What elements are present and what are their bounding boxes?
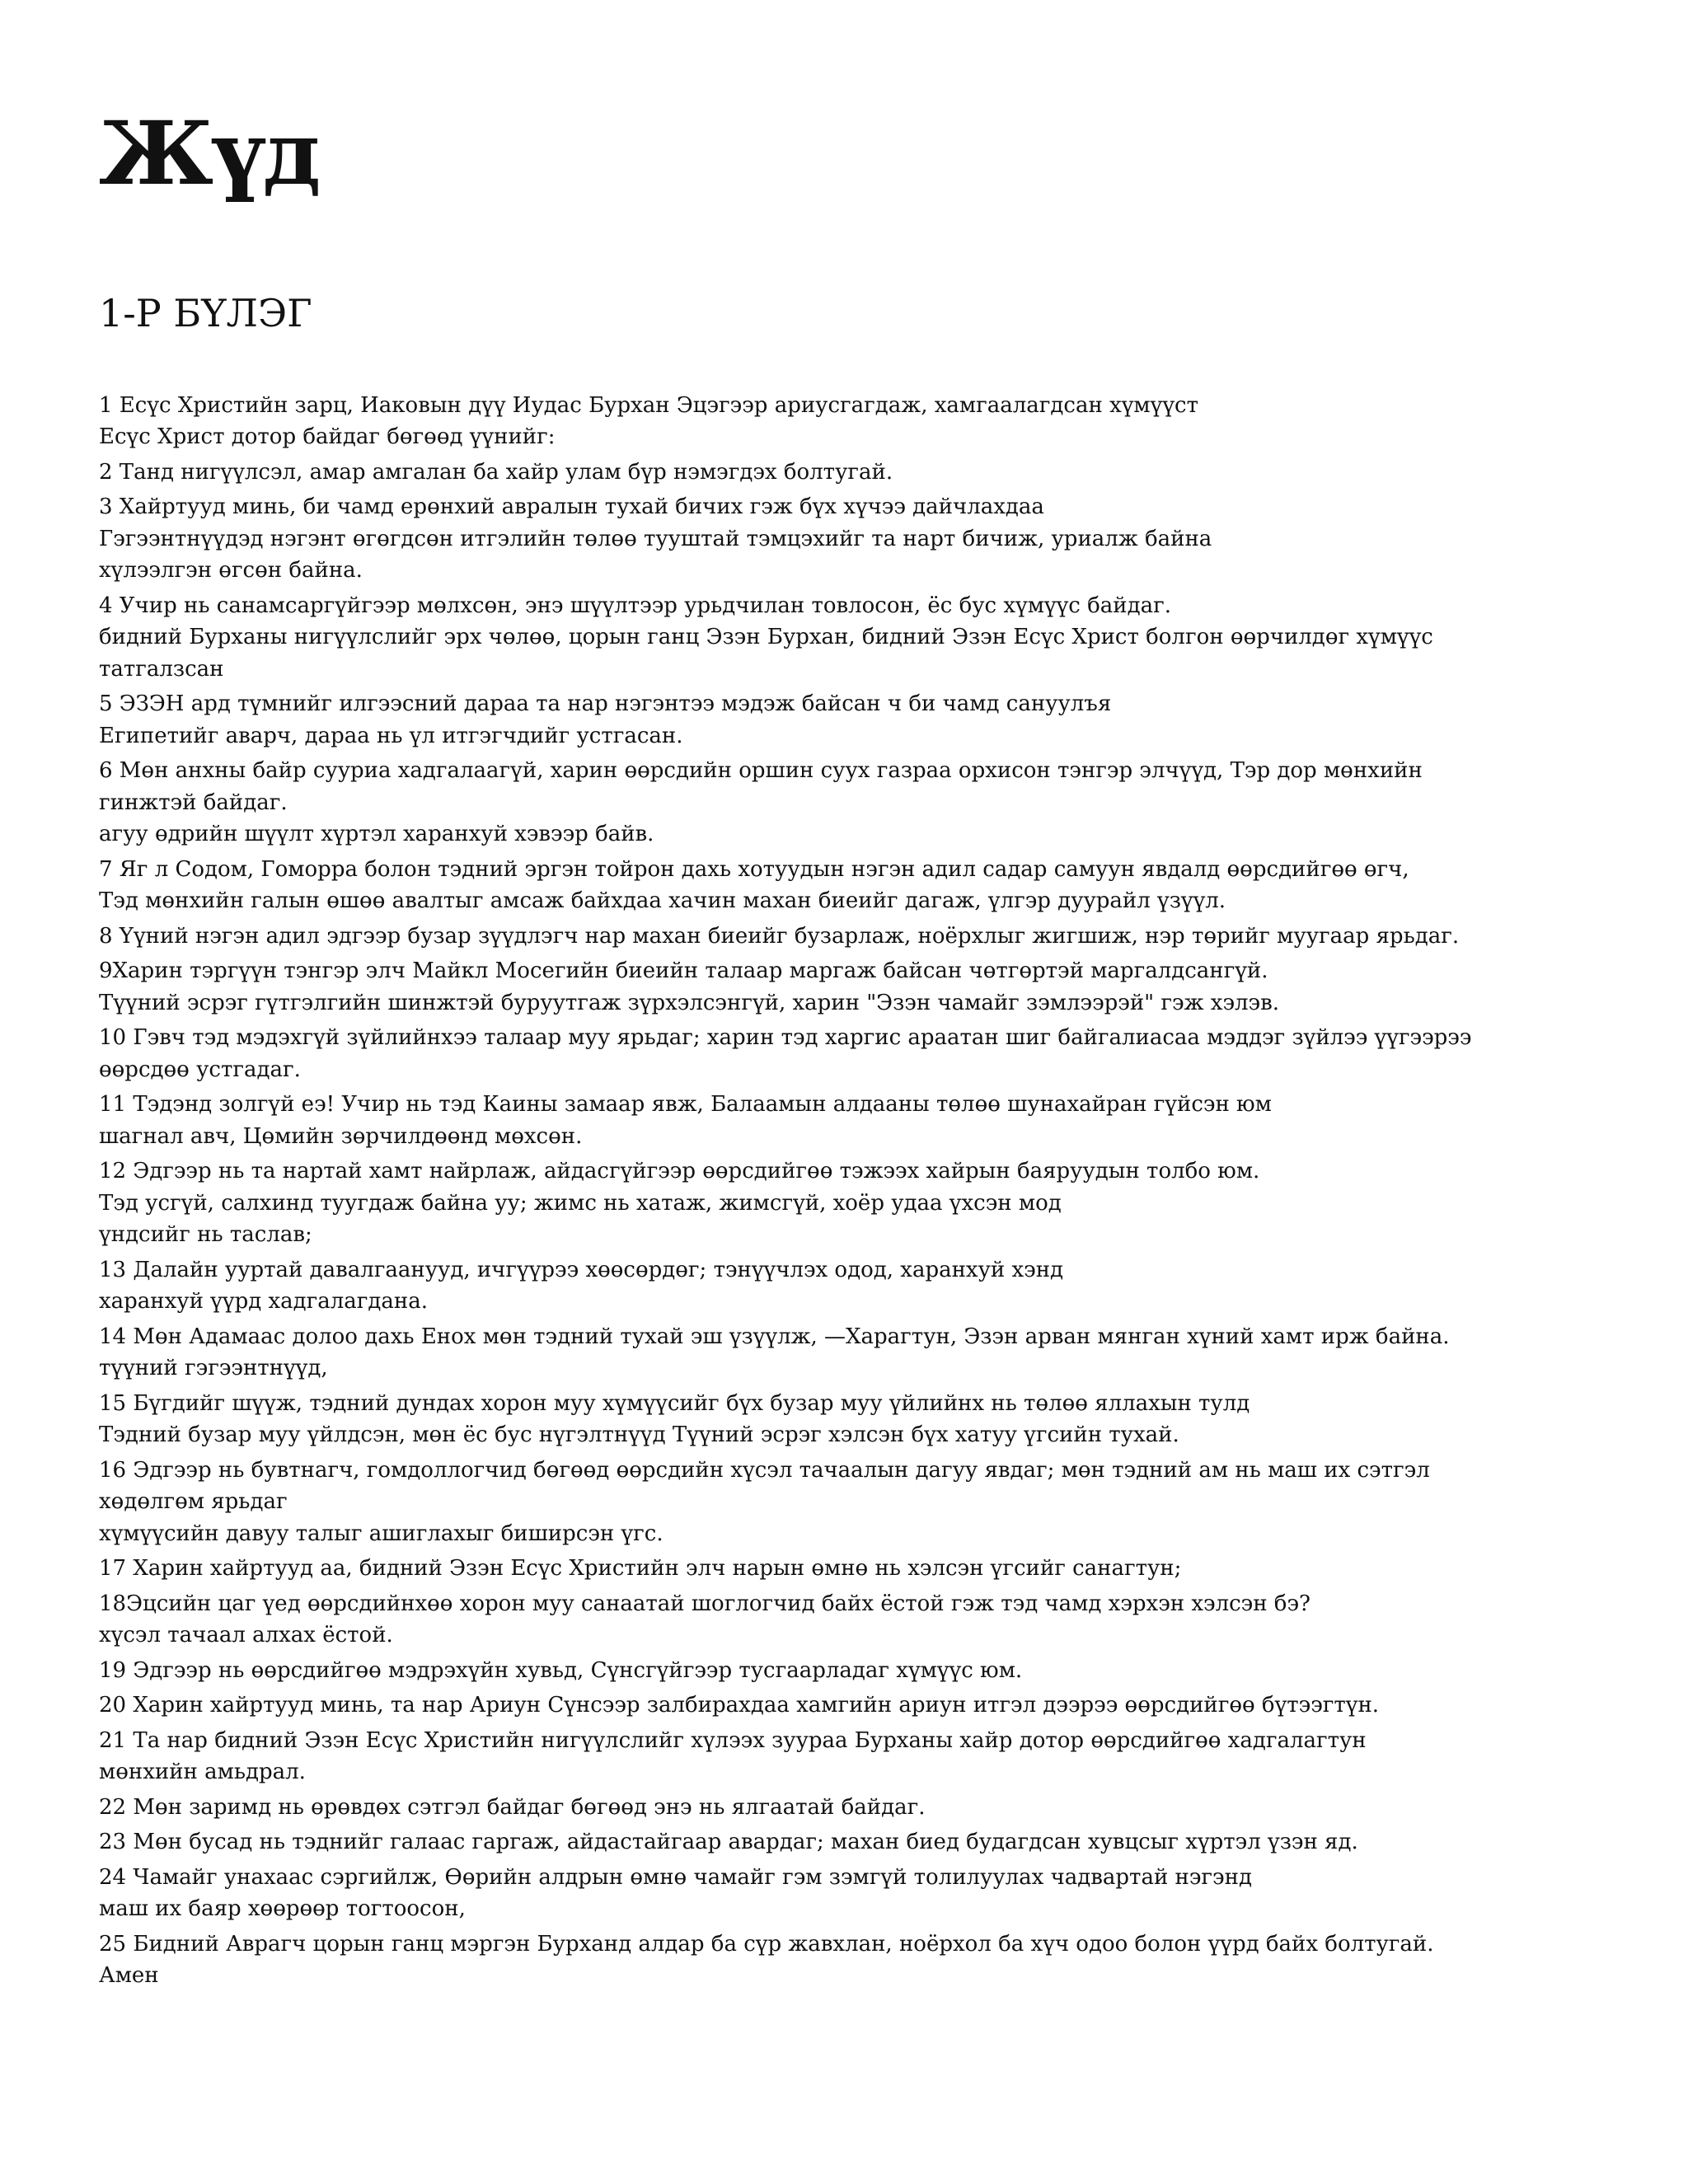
verse-line: Египетийг аварч, дараа нь үл итгэгчдийг устгасан. — [99, 723, 683, 748]
verse-line: 12 Эдгээр нь та нартай хамт найрлаж, айдасгүйгээр өөрсдийгөө тэжээх хайрын баяруудын толбо юм. — [99, 1159, 1260, 1184]
verse-2 — [99, 457, 1607, 489]
verse-line: 7 Яг л Содом, Гоморра болон тэдний эргэн тойрон дахь хотуудын нэгэн адил садар самуун явдалд өөрсдийгөө өгч, — [99, 856, 1409, 882]
verse-line: 6 Мөн анхны байр сууриа хадгалаагүй, харин өөрсдийн оршин суух газраа орхисон тэнгэр элчүүд, Тэр дор мөнхийн — [99, 758, 1423, 784]
verse-24 — [99, 1862, 1607, 1925]
verse-line: Тэд усгүй, салхинд туугдаж байна уу; жимс нь хатаж, жимсгүй, хоёр удаа үхсэн мод — [99, 1190, 1062, 1216]
verse-line: 1 Есүс Христийн зарц, Иаковын дүү Иудас Бурхан Эцэгээр ариусгагдаж, хамгаалагдсан хүмүүст — [99, 392, 1198, 418]
verse-17 — [99, 1553, 1607, 1585]
document-page — [99, 0, 1607, 1995]
verse-21 — [99, 1725, 1607, 1788]
verse-line: Тэд мөнхийн галын өшөө авалтыг амсаж байхдаа хачин махан биеийг дагаж, үлгэр дуурайл үзүүл. — [99, 888, 1226, 914]
verse-line: Гэгээнтнүүдэд нэгэнт өгөгдсөн итгэлийн төлөө тууштай тэмцэхийг та нарт бичиж, уриалж байна — [99, 526, 1212, 551]
verse-list — [99, 390, 1607, 1992]
verse-1 — [99, 390, 1607, 453]
verse-line: 25 Бидний Аврагч цорын ганц мэргэн Бурханд алдар ба сүр жавхлан, ноёрхол ба хүч одоо болон үүрд байх болтугай. — [99, 1931, 1434, 1957]
verse-22 — [99, 1792, 1607, 1824]
verse-line: хүсэл тачаал алхах ёстой. — [99, 1623, 393, 1648]
verse-line: 13 Далайн ууртай давалгаанууд, ичгүүрээ хөөсөрдөг; тэнүүчлэх одод, харанхуй хэнд — [99, 1257, 1064, 1282]
verse-14 — [99, 1321, 1607, 1385]
verse-line: үндсийг нь таслав; — [99, 1222, 312, 1248]
verse-line: 14 Мөн Адамаас долоо дахь Енох мөн тэдний тухай эш үзүүлж, —Харагтун, Эзэн арван мянган хүний хамт ирж байна. — [99, 1324, 1450, 1349]
verse-18 — [99, 1588, 1607, 1652]
verse-line: 22 Мөн заримд нь өрөвдөх сэтгэл байдаг бөгөөд энэ нь ялгаатай байдаг. — [99, 1794, 926, 1820]
verse-line: Есүс Христ дотор байдаг бөгөөд үүнийг: — [99, 424, 556, 450]
verse-line: Амен — [99, 1963, 159, 1989]
verse-4 — [99, 590, 1607, 686]
verse-line: Тэдний бузар муу үйлдсэн, мөн ёс бус нүгэлтнүүд Түүний эсрэг хэлсэн бүх хатуу үгсийн тухай. — [99, 1422, 1179, 1448]
verse-line: бидний Бурханы нигүүлслийг эрх чөлөө, цорын ганц Эзэн Бурхан, бидний Эзэн Есүс Христ болгон өөрчилдөг хүмүүс — [99, 625, 1433, 650]
verse-line: 17 Харин хайртууд аа, бидний Эзэн Есүс Христийн элч нарын өмнө нь хэлсэн үгсийг санагтун; — [99, 1556, 1182, 1582]
verse-line: 8 Үүний нэгэн адил эдгээр бузар зүүдлэгч нар махан биеийг бузарлаж, ноёрхлыг жигшиж, нэр төрийг муугаар ярьдаг. — [99, 923, 1460, 949]
verse-25 — [99, 1929, 1607, 1992]
verse-8 — [99, 921, 1607, 953]
verse-line: 16 Эдгээр нь бувтнагч, гомдоллогчид бөгөөд өөрсдийн хүсэл тачаалын дагуу явдаг; мөн тэдний ам нь маш их сэтгэл — [99, 1457, 1430, 1483]
verse-line: 10 Гэвч тэд мэдэхгүй зүйлийнхээ талаар муу ярьдаг; харин тэд харгис араатан шиг байгалиасаа мэддэг зүйлээ үүгээрээ — [99, 1025, 1472, 1051]
verse-line: 4 Учир нь санамсаргүйгээр мөлхсөн, энэ шүүлтээр урьдчилан товлосон, ёс бус хүмүүс байдаг. — [99, 593, 1172, 618]
verse-line: 23 Мөн бусад нь тэднийг галаас гаргаж, айдастайгаар авардаг; махан биед будагдсан хувцсыг хүртэл үзэн яд. — [99, 1830, 1358, 1855]
verse-19 — [99, 1655, 1607, 1687]
verse-line: 2 Танд нигүүлсэл, амар амгалан ба хайр улам бүр нэмэгдэх болтугай. — [99, 459, 893, 485]
verse-13 — [99, 1254, 1607, 1318]
verse-12 — [99, 1155, 1607, 1251]
verse-line: 24 Чамайг унахаас сэргийлж, Өөрийн алдрын өмнө чамайг гэм зэмгүй толилуулах чадвартай нэгэнд — [99, 1864, 1252, 1890]
verse-line: 20 Харин хайртууд минь, та нар Ариун Сүнсээр залбирахдаа хамгийн ариун итгэл дээрээ өөрсдийгөө бүтээгтүн. — [99, 1693, 1380, 1718]
verse-line: хүмүүсийн давуу талыг ашиглахыг биширсэн үгс. — [99, 1521, 663, 1546]
verse-7 — [99, 854, 1607, 917]
verse-5 — [99, 688, 1607, 752]
verse-line: 5 ЭЗЭН ард түмнийг илгээсний дараа та нар нэгэнтээ мэдэж байсан ч би чамд сануулъя — [99, 691, 1112, 717]
verse-10 — [99, 1022, 1607, 1085]
verse-line: харанхуй үүрд хадгалагдана. — [99, 1289, 429, 1315]
verse-line: хүлээлгэн өгсөн байна. — [99, 558, 363, 583]
verse-line: 18Эцсийн цаг үед өөрсдийнхөө хорон муу санаатай шоглогчид байх ёстой гэж тэд чамд хэрхэн хэлсэн бэ? — [99, 1591, 1311, 1616]
verse-line: түүний гэгээнтнүүд, — [99, 1356, 328, 1381]
verse-line: шагнал авч, Цөмийн зөрчилдөөнд мөхсөн. — [99, 1123, 583, 1149]
verse-line: 9Харин тэргүүн тэнгэр элч Майкл Мосегийн биеийн талаар маргаж байсан чөтгөртэй маргалдсангүй. — [99, 958, 1268, 984]
verse-line: 21 Та нар бидний Эзэн Есүс Христийн нигүүлслийг хүлээх зуураа Бурханы хайр дотор өөрсдийгөө хадгалагтун — [99, 1727, 1367, 1753]
verse-line: 15 Бүгдийг шүүж, тэдний дундах хорон муу хүмүүсийг бүх бузар муу үйлийнх нь төлөө яллахын тулд — [99, 1390, 1250, 1416]
verse-line: Түүний эсрэг гүтгэлгийн шинжтэй буруутгаж зүрхэлсэнгүй, харин "Эзэн чамайг зэмлээрэй" гэж хэлэв. — [99, 990, 1279, 1015]
verse-line: хөдөлгөм ярьдаг — [99, 1489, 288, 1515]
verse-line: маш их баяр хөөрөөр тогтоосон, — [99, 1896, 466, 1922]
verse-23 — [99, 1826, 1607, 1858]
verse-3 — [99, 491, 1607, 587]
verse-11 — [99, 1089, 1607, 1152]
verse-line: 11 Тэдэнд золгүй еэ! Учир нь тэд Каины замаар явж, Балаамын алдааны төлөө шунахайран гүйсэн юм — [99, 1092, 1272, 1118]
verse-line: 19 Эдгээр нь өөрсдийгөө мэдрэхүйн хувьд, Сүнсгүйгээр тусгаарладаг хүмүүс юм. — [99, 1657, 1023, 1683]
verse-line: агуу өдрийн шүүлт хүртэл харанхуй хэвээр байв. — [99, 822, 654, 847]
verse-line: 3 Хайртууд минь, би чамд ерөнхий авралын тухай бичих гэж бүх хүчээ дайчлахдаа — [99, 494, 1044, 520]
verse-15 — [99, 1388, 1607, 1451]
verse-6 — [99, 755, 1607, 851]
verse-line: гинжтэй байдаг. — [99, 790, 288, 815]
verse-line: татгалзсан — [99, 656, 224, 682]
verse-20 — [99, 1690, 1607, 1722]
chapter-title: 1-Р БҮЛЭГ — [99, 290, 312, 335]
verse-line: өөрсдөө устгадаг. — [99, 1057, 301, 1082]
book-title: Жүд — [99, 101, 321, 204]
verse-16 — [99, 1455, 1607, 1550]
verse-9 — [99, 955, 1607, 1019]
verse-line: мөнхийн амьдрал. — [99, 1760, 306, 1785]
